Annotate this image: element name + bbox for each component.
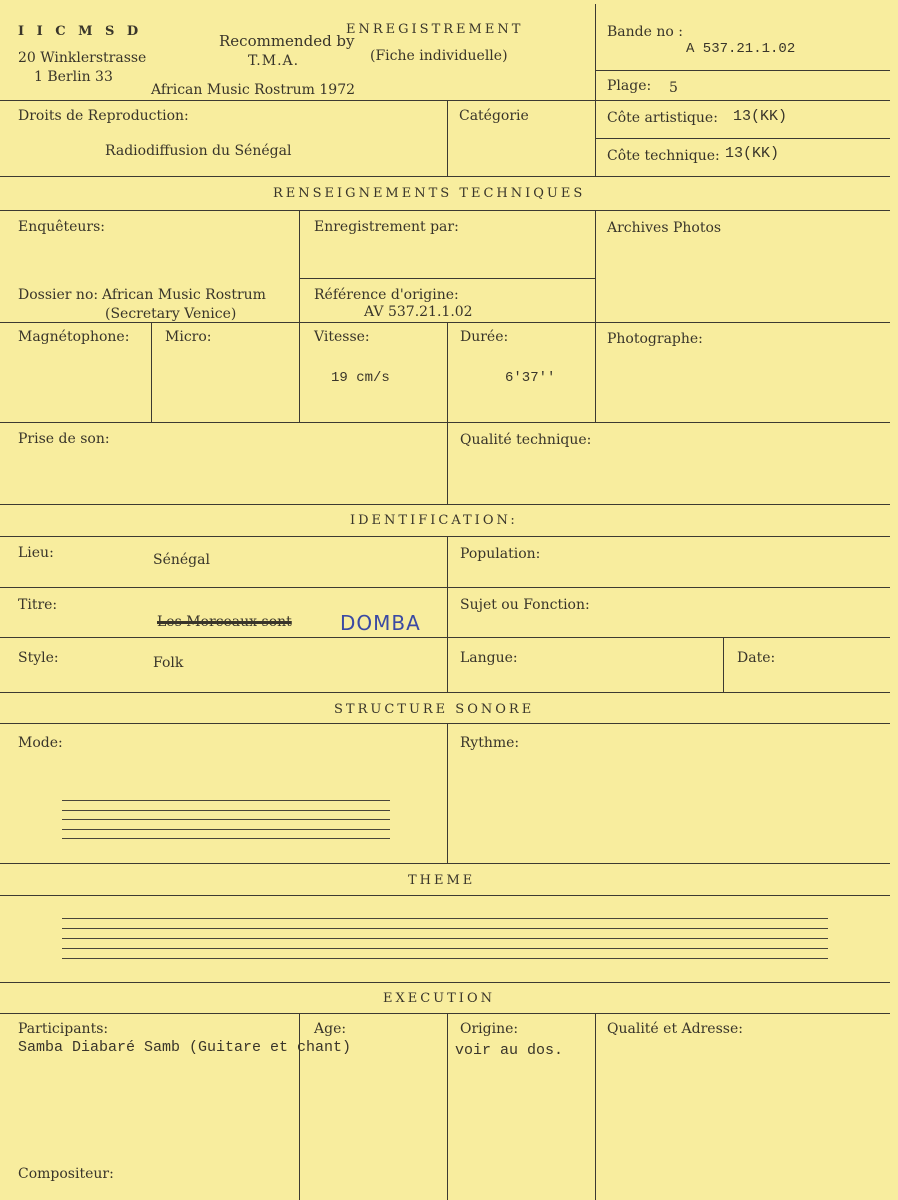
style-value: Folk <box>153 655 184 671</box>
lieu-label: Lieu: <box>18 545 54 561</box>
reference-origine-value: AV 537.21.1.02 <box>364 304 473 320</box>
rule <box>0 895 890 896</box>
rule <box>0 210 890 211</box>
rule <box>447 1013 448 1200</box>
rule <box>151 322 152 422</box>
rule <box>0 536 890 537</box>
categorie-label: Catégorie <box>459 108 529 124</box>
lieu-value: Sénégal <box>153 552 210 568</box>
archives-photos-label: Archives Photos <box>607 220 722 236</box>
rule <box>0 322 890 323</box>
vitesse-label: Vitesse: <box>314 329 370 345</box>
cote-technique-value: 13(KK) <box>725 145 780 162</box>
rule <box>595 70 890 71</box>
titre-handwritten-value: DOMBA <box>340 611 421 635</box>
duree-value: 6'37'' <box>505 370 556 386</box>
style-label: Style: <box>18 650 59 666</box>
rule <box>0 863 890 864</box>
dossier-value: African Music Rostrum <box>102 287 266 303</box>
rule <box>299 210 300 322</box>
org-address-city: 1 Berlin 33 <box>34 69 113 85</box>
participants-value: Samba Diabaré Samb (Guitare et chant) <box>18 1039 352 1056</box>
rule <box>0 587 890 588</box>
droits-value: Radiodiffusion du Sénégal <box>105 143 292 159</box>
recommended-note: Recommended by <box>219 32 355 50</box>
mode-rule-line <box>62 829 390 830</box>
duree-label: Durée: <box>460 329 509 345</box>
theme-rule-line <box>62 938 828 939</box>
photographe-label: Photographe: <box>607 331 703 347</box>
theme-rule-line <box>62 928 828 929</box>
section-theme: THEME <box>408 873 476 888</box>
enregistrement-par-label: Enregistrement par: <box>314 219 459 235</box>
recommended-tma: T.M.A. <box>248 53 300 69</box>
rule <box>0 504 890 505</box>
mode-rule-line <box>62 819 390 820</box>
origine-label: Origine: <box>460 1021 519 1037</box>
cote-artistique-label: Côte artistique: <box>607 110 718 126</box>
bande-value: A 537.21.1.02 <box>686 41 796 57</box>
section-identification: IDENTIFICATION: <box>350 513 518 528</box>
enqueteurs-label: Enquêteurs: <box>18 219 106 235</box>
theme-rule-line <box>62 948 828 949</box>
mode-rule-line <box>62 810 390 811</box>
org-address-street: 20 Winklerstrasse <box>18 50 147 66</box>
rule <box>0 100 890 101</box>
droits-label: Droits de Reproduction: <box>18 108 189 124</box>
rule <box>0 723 890 724</box>
origine-value: voir au dos. <box>455 1042 564 1059</box>
rule <box>447 322 448 422</box>
rule <box>0 692 890 693</box>
rule <box>723 637 724 692</box>
date-label: Date: <box>737 650 776 666</box>
rule <box>447 100 448 176</box>
org-name: I I C M S D <box>18 24 143 39</box>
plage-label: Plage: <box>607 78 652 94</box>
theme-rule-line <box>62 958 828 959</box>
plage-value: 5 <box>669 80 678 96</box>
rostrum-title: African Music Rostrum 1972 <box>151 82 356 98</box>
rule <box>447 723 448 863</box>
bande-label: Bande no : <box>607 24 683 40</box>
qualite-adresse-label: Qualité et Adresse: <box>607 1021 743 1037</box>
rule <box>0 422 890 423</box>
mode-rule-line <box>62 838 390 839</box>
population-label: Population: <box>460 546 541 562</box>
prise-de-son-label: Prise de son: <box>18 431 110 447</box>
rule <box>0 176 890 177</box>
form-subtitle: (Fiche individuelle) <box>370 48 508 64</box>
theme-rule-line <box>62 918 828 919</box>
rule <box>595 4 596 100</box>
section-execution: EXECUTION <box>383 991 495 1006</box>
rule <box>595 210 596 422</box>
magnetophone-label: Magnétophone: <box>18 329 130 345</box>
section-renseignements-techniques: RENSEIGNEMENTS TECHNIQUES <box>273 186 586 201</box>
rule <box>447 536 448 692</box>
mode-rule-line <box>62 800 390 801</box>
age-label: Age: <box>314 1021 347 1037</box>
form-title: ENREGISTREMENT <box>346 22 524 37</box>
titre-label: Titre: <box>18 597 58 613</box>
compositeur-label: Compositeur: <box>18 1166 114 1182</box>
titre-struck-value: Les Morceaux sont <box>157 614 292 630</box>
dossier-label: Dossier no: <box>18 287 99 303</box>
cote-technique-label: Côte technique: <box>607 148 720 164</box>
dossier-value-line2: (Secretary Venice) <box>105 306 237 322</box>
qualite-technique-label: Qualité technique: <box>460 432 592 448</box>
rule <box>0 982 890 983</box>
section-structure-sonore: STRUCTURE SONORE <box>334 702 535 717</box>
rule <box>0 637 890 638</box>
cote-artistique-value: 13(KK) <box>733 108 788 125</box>
rythme-label: Rythme: <box>460 735 520 751</box>
rule <box>0 1013 890 1014</box>
sujet-fonction-label: Sujet ou Fonction: <box>460 597 590 613</box>
micro-label: Micro: <box>165 329 212 345</box>
participants-label: Participants: <box>18 1021 109 1037</box>
rule <box>595 1013 596 1200</box>
rule <box>447 422 448 504</box>
mode-label: Mode: <box>18 735 63 751</box>
rule <box>299 278 595 279</box>
reference-origine-label: Référence d'origine: <box>314 287 459 303</box>
rule <box>299 322 300 422</box>
vitesse-value: 19 cm/s <box>331 370 390 386</box>
langue-label: Langue: <box>460 650 518 666</box>
rule <box>595 138 890 139</box>
